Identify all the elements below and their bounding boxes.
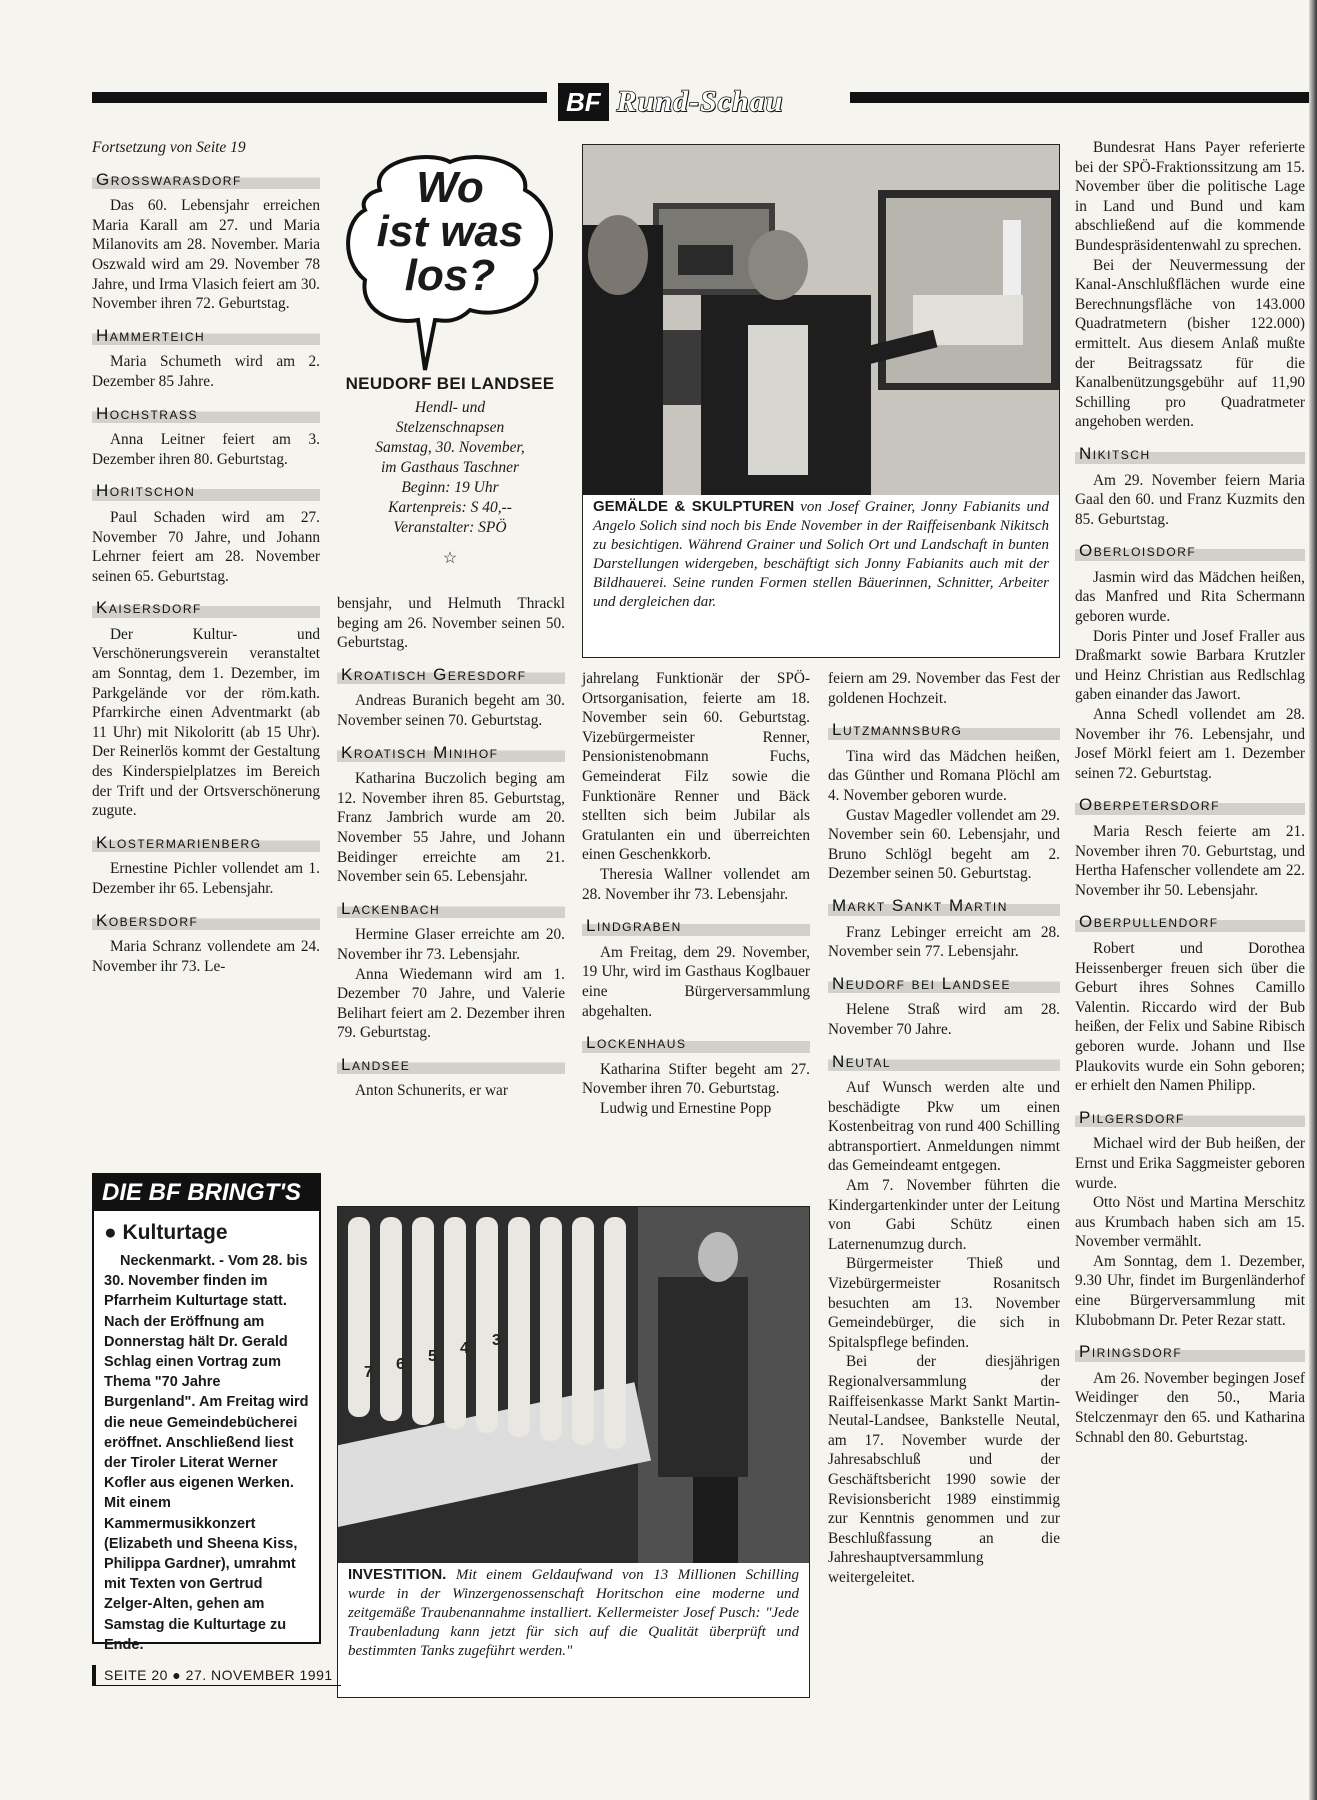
section-paragraph: Anton Schunerits, er war <box>355 1082 508 1100</box>
section-paragraph: Anna Leitner feiert am 3. Dezember ihren 80. Geburtstag. <box>92 431 320 468</box>
section-paragraph: Ernestine Pichler vollendet am 1. Dezember ihr 65. Lebensjahr. <box>92 860 320 897</box>
section-heading: Neudorf bei Landsee <box>828 972 1060 994</box>
section-heading: Oberloisdorf <box>1075 539 1305 561</box>
column-3-sections <box>582 914 810 1118</box>
section-heading: Pilgersdorf <box>1075 1106 1305 1128</box>
gallery-scene <box>583 145 1059 495</box>
section-paragraph: Ludwig und Ernestine Popp <box>600 1099 772 1117</box>
column-4-sections <box>828 718 1060 1587</box>
bf-bringts-box <box>92 1173 321 1653</box>
section-heading: Lackenbach <box>337 897 565 919</box>
event-details <box>335 398 565 538</box>
section-heading: Lindgraben <box>582 914 810 936</box>
section-paragraph: Am 7. November führten die Kindergartenkinder unter der Leitung von Gabi Schütz einen Laternenumzug durch. <box>828 1177 1060 1253</box>
section-paragraph: Am 26. November begingen Josef Weidinger den 50., Maria Stelczenmayr den 65. und Katharina Schnabl den 80. Geburtstag. <box>1075 1369 1305 1446</box>
event-line: im Gasthaus Taschner <box>380 459 520 476</box>
column-1-sections <box>92 168 320 977</box>
section-title: Rund-Schau <box>616 85 784 118</box>
section-paragraph: Helene Straß wird am 28. November 70 Jahre. <box>828 1001 1060 1038</box>
event-line: Veranstalter: SPÖ <box>393 519 507 536</box>
section-paragraph: Das 60. Lebensjahr erreichen Maria Karall am 27. und Maria Milanovits am 28. November. Maria Oszwald wird am 29. November 78 Jahre, und Irma Vlasich feiert am 30. November ihren 72. Geburtstag. <box>92 197 320 313</box>
section-heading: Horitschon <box>92 479 320 501</box>
column-2-lead: bensjahr, und Helmuth Thrackl beging am 26. November seinen 50. Geburtstag. <box>337 595 565 652</box>
photo-winery-image <box>338 1207 809 1563</box>
section-heading: Piringsdorf <box>1075 1340 1305 1362</box>
column-2-sections <box>337 663 565 1101</box>
section-paragraph: Michael wird der Bub heißen, der Ernst und Erika Saggmeister geboren wurde. <box>1075 1135 1305 1192</box>
event-listing <box>335 374 565 568</box>
photo-2-caption-head: INVESTITION. <box>348 1566 447 1583</box>
section-heading: Oberpullendorf <box>1075 910 1305 932</box>
section-paragraph: Am Freitag, dem 29. November, 19 Uhr, wird im Gasthaus Koglbauer eine Bürgerversammlung abgehalten. <box>582 943 810 1020</box>
section-heading: Kroatisch Geresdorf <box>337 663 565 685</box>
column-5 <box>1075 138 1305 1447</box>
box-body <box>94 1251 319 1655</box>
column-2 <box>337 594 565 1101</box>
tank-number: 5 <box>428 1348 437 1365</box>
masthead-rule-right <box>850 92 1310 103</box>
section-paragraph: Anna Wiedemann wird am 1. Dezember 70 Jahre, und Valerie Belihart feiert am 2. Dezember ihren 79. Geburtstag. <box>337 965 565 1042</box>
event-line: Samstag, 30. November, <box>375 439 525 456</box>
section-paragraph: Hermine Glaser erreichte am 20. November ihr 73. Lebensjahr. <box>337 926 565 963</box>
box-title: DIE BF BRINGT'S <box>94 1175 319 1211</box>
section-paragraph: Maria Schranz vollendete am 24. November ihr 73. Le- <box>92 938 320 975</box>
tank-pipe <box>380 1217 402 1421</box>
tank-pipe <box>604 1217 626 1449</box>
bf-logo: BF <box>558 83 609 121</box>
section-heading: Kaisersdorf <box>92 596 320 618</box>
section-heading: Hammerteich <box>92 324 320 346</box>
section-paragraph: Am Sonntag, dem 1. Dezember, 9.30 Uhr, findet im Burgenländerhof eine Bürgerversammlung mit Klubobmann Dr. Peter Rezar statt. <box>1075 1252 1305 1329</box>
tank-number: 6 <box>396 1356 405 1373</box>
section-heading: Grosswarasdorf <box>92 168 320 190</box>
tank-pipe <box>412 1217 434 1425</box>
column-3-lead: jahrelang Funktionär der SPÖ-Ortsorganisation, feierte am 18. November sein 60. Geburtstag. Vizebürgermeister Renner, Pensionistenobmann Fuchs, Gemeinderat Filz sowie die Funktionäre Renner und Bäck stellten sich beim Jubilar als Gratulanten ein und überreichten einen Geschenkkorb. <box>582 670 810 864</box>
section-paragraph: Anna Schedl vollendet am 28. November ihr 76. Lebensjahr, und Josef Mörkl feiert am 1. Dezember seinen 72. Geburtstag. <box>1075 706 1305 782</box>
section-paragraph: Maria Schumeth wird am 2. Dezember 85 Jahre. <box>92 353 320 390</box>
section-heading: Markt Sankt Martin <box>828 894 1060 916</box>
section-paragraph: Tina wird das Mädchen heißen, das Günther und Romana Plöchl am 4. November geboren wurde. <box>828 747 1060 804</box>
column-4 <box>828 669 1060 1588</box>
tank-pipe <box>444 1217 466 1429</box>
section-paragraph: Otto Nöst und Martina Merschitz aus Krumbach haben sich am 15. November vermählt. <box>1075 1194 1305 1251</box>
column-1 <box>92 138 320 976</box>
photo-1-caption-text: von Josef Grainer, Jonny Fabianits und Angelo Solich sind noch bis Ende November in der Raiffeisenbank Nikitsch zu besichtigen. Während Grainer und Solich Ort und Landschaft in bunten Darstellungen widergeben, beschäftigt sich Jonny Fabianits auch mit der Bildhauerei. Seine runden Formen stellen Bäuerinnen, Schnitter, Arbeiter und dergleichen dar. <box>593 499 1050 610</box>
continuation-note: Fortsetzung von Seite 19 <box>92 139 246 156</box>
event-line: Beginn: 19 Uhr <box>401 479 499 496</box>
section-paragraph: Der Kultur- und Verschönerungsverein veranstaltet am Sonntag, dem 1. Dezember, im Parkgelände vor der röm.kath. Pfarrkirche einen Adventmarkt (ab 11 Uhr) mit Nikoloritt (ab 15 Uhr). Der Reinerlös kommt der Gestaltung des Kinderspielplatzes im Bereich der Trift und der Ortsverschönerung zugute. <box>92 625 320 820</box>
event-heading: NEUDORF BEI LANDSEE <box>345 374 555 393</box>
photo-2-caption-text: Mit einem Geldaufwand von 13 Millionen Schilling wurde in der Winzergenossenschaft Horitschon eine moderne und zeitgemäße Traubenannahme installiert. Kellermeister Josef Pusch: "Jede Traubenladung kann jetzt für sich auf die Qualität überprüft und bestimmten Tanks zugeführt werden." <box>348 1567 799 1659</box>
section-heading: Lutzmannsburg <box>828 718 1060 740</box>
bubble-line-2: ist was <box>376 207 524 256</box>
section-paragraph: Robert und Dorothea Heissenberger freuen sich über die Geburt ihres Sohnes Camillo Valentin. Riccardo wird der Bub heißen, der Felix und Sabine Ribisch geboren wurde. Johann und Ilse Plaukovits wurde ein Sohn geboren; er erhielt den Namen Philipp. <box>1075 939 1305 1095</box>
section-paragraph: Auf Wunsch werden alte und beschädigte Pkw um einen Kostenbeitrag von rund 400 Schilling abtransportiert. Anmeldungen nimmt das Gemeindeamt entgegen. <box>828 1079 1060 1175</box>
section-heading: Oberpetersdorf <box>1075 793 1305 815</box>
photo-1-caption <box>593 497 1049 612</box>
section-paragraph: Andreas Buranich begeht am 30. November seinen 70. Geburtstag. <box>337 692 565 729</box>
section-heading: Lockenhaus <box>582 1031 810 1053</box>
section-paragraph: Paul Schaden wird am 27. November 70 Jahre, und Johann Lehrner feiert am 28. November seinen 65. Geburtstag. <box>92 508 320 585</box>
section-heading: Klostermarienberg <box>92 831 320 853</box>
section-paragraph: Bei der diesjährigen Regionalversammlung der Raiffeisenkasse Markt Sankt Martin-Neutal-Landsee, Bankstelle Neutal, am 17. November wurde der Jahresabschluß und der Geschäftsbericht 1990 sowie der Revisionsbericht 1989 einstimmig zur Kenntnis genommen und zur Beschlußfassung an die Jahreshauptversammlung weitergeleitet. <box>828 1353 1060 1586</box>
photo-2-frame <box>337 1206 810 1698</box>
section-paragraph: Katharina Stifter begeht am 27. November ihren 70. Geburtstag. <box>582 1060 810 1098</box>
column-5-sections <box>1075 442 1305 1447</box>
column-3 <box>582 669 810 1118</box>
column-4-lead: feiern am 29. November das Fest der goldenen Hochzeit. <box>828 670 1060 707</box>
bubble-line-3: los? <box>404 251 496 300</box>
tank-pipe <box>508 1217 530 1437</box>
photo-1-frame <box>582 144 1060 658</box>
column-3-lead-2: Theresia Wallner vollendet am 28. November ihr 73. Lebensjahr. <box>582 865 810 903</box>
column-5-lead-2: Bei der Neuvermessung der Kanal-Anschlußflächen wurde eine Berechnungsfläche von 143.000 Quadratmetern (bisher 122.000) ermittelt. Aus diesem Anlaß mußte der Beitragssatz für die Kanalbenützungsgebühr auf 11,90 Schilling pro Quadratmeter angehoben werden. <box>1075 256 1305 431</box>
section-heading: Nikitsch <box>1075 442 1305 464</box>
tank-pipe <box>572 1217 594 1445</box>
section-heading: Kobersdorf <box>92 909 320 931</box>
event-line: Stelzenschnapsen <box>395 419 505 436</box>
tank-number: 4 <box>460 1340 469 1357</box>
section-paragraph: Maria Resch feierte am 21. November ihren 70. Geburtstag, und Hertha Hafenscher vollendete am 22. November ihr 50. Lebensjahr. <box>1075 823 1305 899</box>
tank-number: 3 <box>492 1332 501 1349</box>
winery-scene <box>338 1207 809 1563</box>
tank-pipe <box>540 1217 562 1441</box>
star-divider: ☆ <box>442 550 458 567</box>
column-5-lead: Bundesrat Hans Payer referierte bei der SPÖ-Fraktionssitzung am 15. November über die politische Lage in Land und Bund und kam abschließend auf die kommende Bundespräsidentenwahl zu sprechen. <box>1075 139 1305 254</box>
section-heading: Landsee <box>337 1053 565 1075</box>
bubble-title <box>345 163 555 300</box>
section-paragraph: Bürgermeister Thieß und Vizebürgermeister Rosanitsch besuchten am 13. November Gemeindebürger, die sich in Spitalspflege befinden. <box>828 1255 1060 1351</box>
section-paragraph: Jasmin wird das Mädchen heißen, das Manfred und Rita Schermann geboren wurde. <box>1075 568 1305 626</box>
bubble-line-1: Wo <box>416 163 484 212</box>
section-heading: Hochstrass <box>92 402 320 424</box>
section-paragraph: Gustav Magedler vollendet am 29. November sein 60. Lebensjahr, und Bruno Schlögl begeht am 2. Dezember seinen 50. Geburtstag. <box>828 806 1060 883</box>
box-subtitle: ● Kulturtage <box>104 1221 228 1244</box>
photo-1-caption-head: GEMÄLDE & SKULPTUREN <box>593 498 795 515</box>
section-paragraph: Am 29. November feiern Maria Gaal den 60. und Franz Kuzmits den 85. Geburtstag. <box>1075 471 1305 528</box>
masthead-rule-left <box>92 92 547 103</box>
tank-number: 7 <box>364 1364 373 1381</box>
tank-pipe <box>476 1217 498 1433</box>
box-paragraph: Neckenmarkt. - Vom 28. bis 30. November finden im Pfarrheim Kulturtage statt. Nach der Eröffnung am Donnerstag hält Dr. Gerald Schlag einen Vortrag zum Thema "70 Jahre Burgenland". Am Freitag wird die neue Gemeindebücherei eröffnet. Anschließend liest der Tiroler Literat Werner Kofler aus eigenen Werken. Mit einem Kammermusikkonzert (Elizabeth und Sheena Kiss, Philippa Gardner), umrahmt mit Texten von Gertrud Zelger-Alten, gehen am Samstag die Kulturtage zu Ende. <box>104 1253 309 1653</box>
section-heading: Neutal <box>828 1050 1060 1072</box>
photo-gallery-image <box>583 145 1059 495</box>
section-paragraph: Katharina Buczolich beging am 12. November ihren 85. Geburtstag, Franz Jambrich wurde am 20. November 55 Jahre, und Johann Beidinger erreichte am 21. November sein 65. Lebensjahr. <box>337 770 565 886</box>
photo-2-caption <box>348 1565 799 1661</box>
section-paragraph: Franz Lebinger erreicht am 28. November sein 77. Lebensjahr. <box>828 923 1060 961</box>
event-line: Kartenpreis: S 40,-- <box>388 499 512 516</box>
event-line: Hendl- und <box>414 399 486 416</box>
page-footer: SEITE 20 ● 27. NOVEMBER 1991 <box>92 1665 341 1686</box>
page-spine-shadow <box>1309 0 1317 1800</box>
section-paragraph: Doris Pinter und Josef Fraller aus Draßmarkt sowie Barbara Krutzler und Heinz Christian aus Redlschlag gaben einander das Jawort. <box>1075 627 1305 704</box>
masthead-logo <box>558 84 783 120</box>
section-heading: Kroatisch Minihof <box>337 741 565 763</box>
tank-pipe <box>348 1217 370 1417</box>
